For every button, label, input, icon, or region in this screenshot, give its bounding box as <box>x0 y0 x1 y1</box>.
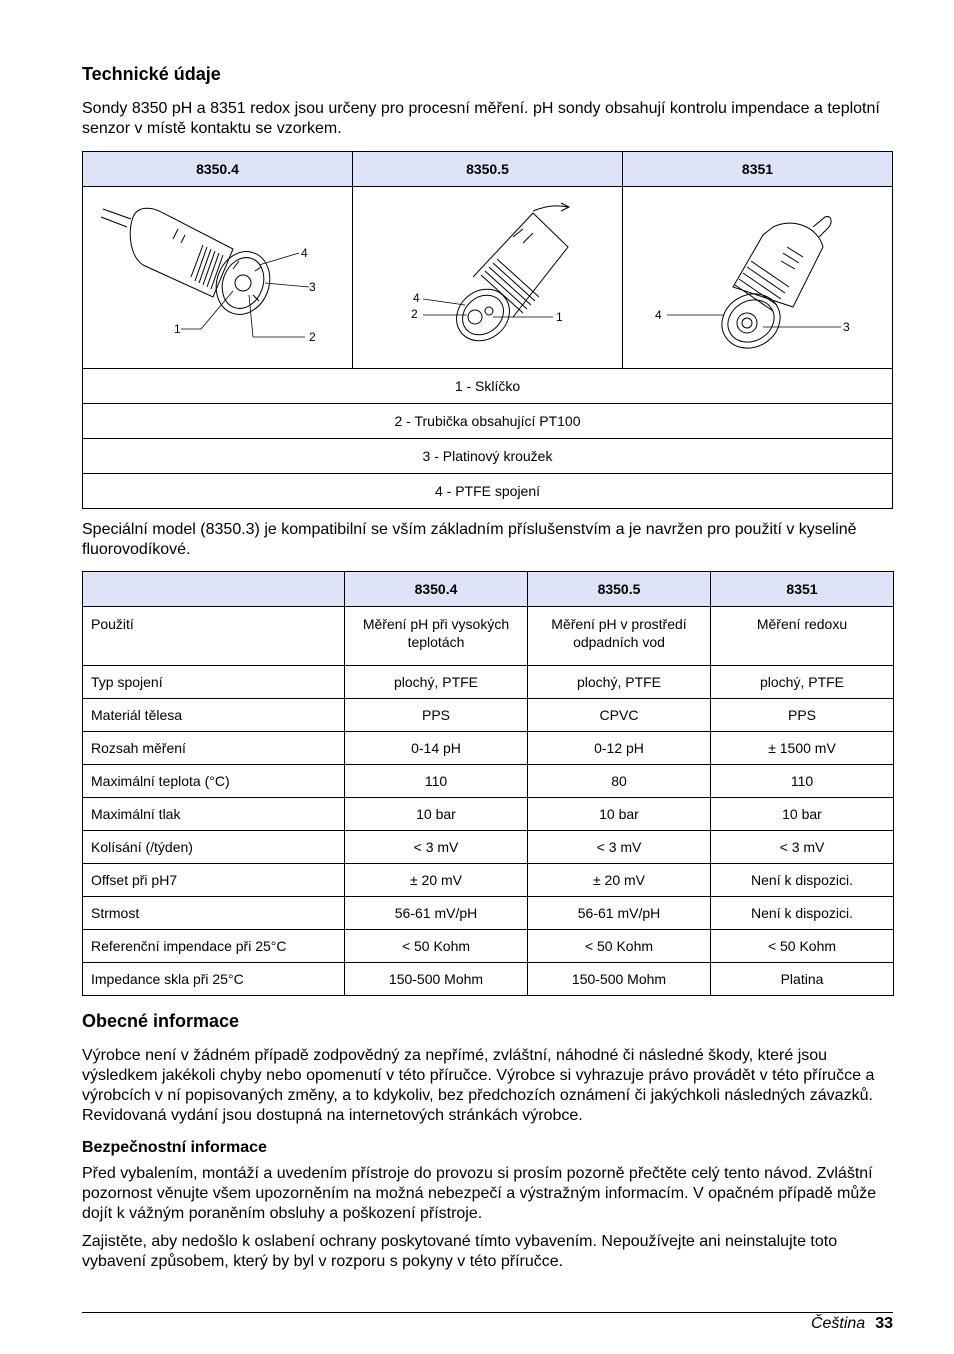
spec-cell: < 50 Kohm <box>528 930 711 963</box>
spec-cell: 56-61 mV/pH <box>528 897 711 930</box>
section-title-safety: Bezpečnostní informace <box>82 1139 267 1156</box>
safety-paragraph-2: Zajistěte, aby nedošlo k oslabení ochrany poskytované tímto vybavením. Nepoužívejte ani neinstalujte toto vybavení způsobem, který by byl v rozporu s pokyny v této příručce. <box>82 1233 838 1270</box>
page-number: 33 <box>875 1315 893 1332</box>
spec-cell: ± 1500 mV <box>711 732 894 765</box>
spec-label: Rozsah měření <box>83 732 345 765</box>
spec-header-blank <box>83 572 345 607</box>
callout-2: 2 <box>309 330 316 344</box>
spec-header-8350-4: 8350.4 <box>345 572 528 607</box>
spec-cell: 110 <box>711 765 894 798</box>
callout-1: 1 <box>556 310 563 324</box>
spec-cell: < 3 mV <box>711 831 894 864</box>
spec-cell: 10 bar <box>345 798 528 831</box>
probe-8350-4-illustration <box>83 187 353 365</box>
spec-label: Maximální teplota (°C) <box>83 765 345 798</box>
spec-cell: 10 bar <box>711 798 894 831</box>
spec-cell: plochý, PTFE <box>528 666 711 699</box>
intro-paragraph: Sondy 8350 pH a 8351 redox jsou určeny pro procesní měření. pH sondy obsahují kontrolu impendace a teplotní senzor v místě kontaktu se vzorkem. <box>82 100 880 137</box>
spec-label: Referenční impendace při 25°C <box>83 930 345 963</box>
spec-cell: 110 <box>345 765 528 798</box>
table-row <box>83 963 894 996</box>
legend-item-2: 2 - Trubička obsahující PT100 <box>83 404 893 439</box>
spec-label: Maximální tlak <box>83 798 345 831</box>
spec-cell: 150-500 Mohm <box>528 963 711 996</box>
callout-2: 2 <box>411 307 418 321</box>
callout-4: 4 <box>655 308 662 322</box>
spec-label: Kolísání (/týden) <box>83 831 345 864</box>
callout-1: 1 <box>174 322 181 336</box>
legend-item-1: 1 - Sklíčko <box>83 369 893 404</box>
table-row <box>83 864 894 897</box>
section-title-general: Obecné informace <box>82 1011 240 1031</box>
probe-drawing-8351 <box>623 187 893 369</box>
legend-item-4: 4 - PTFE spojení <box>83 474 893 509</box>
spec-cell: < 50 Kohm <box>711 930 894 963</box>
spec-cell: Není k dispozici. <box>711 897 894 930</box>
spec-cell: < 50 Kohm <box>345 930 528 963</box>
probe-header-1: 8350.4 <box>83 152 353 187</box>
table-row <box>83 831 894 864</box>
spec-label: Materiál tělesa <box>83 699 345 732</box>
spec-cell: 56-61 mV/pH <box>345 897 528 930</box>
spec-label: Použití <box>83 607 345 666</box>
spec-label: Strmost <box>83 897 345 930</box>
spec-cell: Měření pH při vysokých teplotách <box>345 607 528 666</box>
spec-cell: Měření pH v prostředí odpadních vod <box>528 607 711 666</box>
spec-cell: 150-500 Mohm <box>345 963 528 996</box>
probe-8351-illustration <box>623 187 893 365</box>
table-row <box>83 798 894 831</box>
spec-header-8350-5: 8350.5 <box>528 572 711 607</box>
spec-cell: Platina <box>711 963 894 996</box>
spec-cell: < 3 mV <box>345 831 528 864</box>
legend-item-3: 3 - Platinový kroužek <box>83 439 893 474</box>
spec-label: Impedance skla při 25°C <box>83 963 345 996</box>
probe-drawing-8350-5 <box>353 187 623 369</box>
safety-paragraph-1: Před vybalením, montáží a uvedením přístroje do provozu si prosím pozorně přečtěte celý tento návod. Zvláštní pozornost věnujte všem upozorněním na možná nebezpečí a výstražným informacím. V opačném případě může dojít k vážným poraněním obsluhy a poškození přístroje. <box>82 1165 877 1222</box>
table-row <box>83 765 894 798</box>
spec-cell: < 3 mV <box>528 831 711 864</box>
callout-4: 4 <box>301 246 308 260</box>
spec-cell: ± 20 mV <box>528 864 711 897</box>
spec-cell: PPS <box>711 699 894 732</box>
section-title-technical: Technické údaje <box>82 64 221 84</box>
table-row <box>83 607 894 666</box>
spec-cell: Měření redoxu <box>711 607 894 666</box>
probe-header-2: 8350.5 <box>353 152 623 187</box>
table-row <box>83 666 894 699</box>
spec-cell: 0-14 pH <box>345 732 528 765</box>
spec-label: Offset při pH7 <box>83 864 345 897</box>
spec-cell: 10 bar <box>528 798 711 831</box>
callout-4: 4 <box>413 291 420 305</box>
spec-label: Typ spojení <box>83 666 345 699</box>
table-row <box>83 930 894 963</box>
probe-header-3: 8351 <box>623 152 893 187</box>
table-row <box>83 732 894 765</box>
table-row <box>83 897 894 930</box>
table-row <box>83 699 894 732</box>
spec-cell: PPS <box>345 699 528 732</box>
spec-cell: 0-12 pH <box>528 732 711 765</box>
special-model-paragraph: Speciální model (8350.3) je kompatibilní se vším základním příslušenstvím a je navržen pro použití v kyselině fluorovodíkové. <box>82 521 857 558</box>
spec-table <box>82 571 894 996</box>
footer-text <box>811 1315 893 1333</box>
spec-cell: Není k dispozici. <box>711 864 894 897</box>
page-footer <box>82 1312 893 1332</box>
spec-header-8351: 8351 <box>711 572 894 607</box>
callout-3: 3 <box>843 320 850 334</box>
footer-language: Čeština <box>810 1315 866 1332</box>
general-info-paragraph: Výrobce není v žádném případě zodpovědný za nepřímé, zvláštní, náhodné či následné škody, které jsou výsledkem jakékoli chyby nebo opomenutí v této příručce. Výrobce si vyhrazuje právo provádět v této příručce a výrobcích v ní popisovaných změny, a to kdykoliv, bez předchozích oznámení či jakýchkoli následných závazků. Revidovaná vydání jsou dostupná na internetových stránkách výrobce. <box>82 1047 875 1124</box>
spec-cell: ± 20 mV <box>345 864 528 897</box>
probe-table <box>82 151 893 509</box>
spec-cell: 80 <box>528 765 711 798</box>
probe-8350-5-illustration <box>353 187 623 365</box>
spec-cell: plochý, PTFE <box>345 666 528 699</box>
spec-cell: CPVC <box>528 699 711 732</box>
probe-drawing-8350-4 <box>83 187 353 369</box>
spec-cell: plochý, PTFE <box>711 666 894 699</box>
callout-3: 3 <box>309 280 316 294</box>
